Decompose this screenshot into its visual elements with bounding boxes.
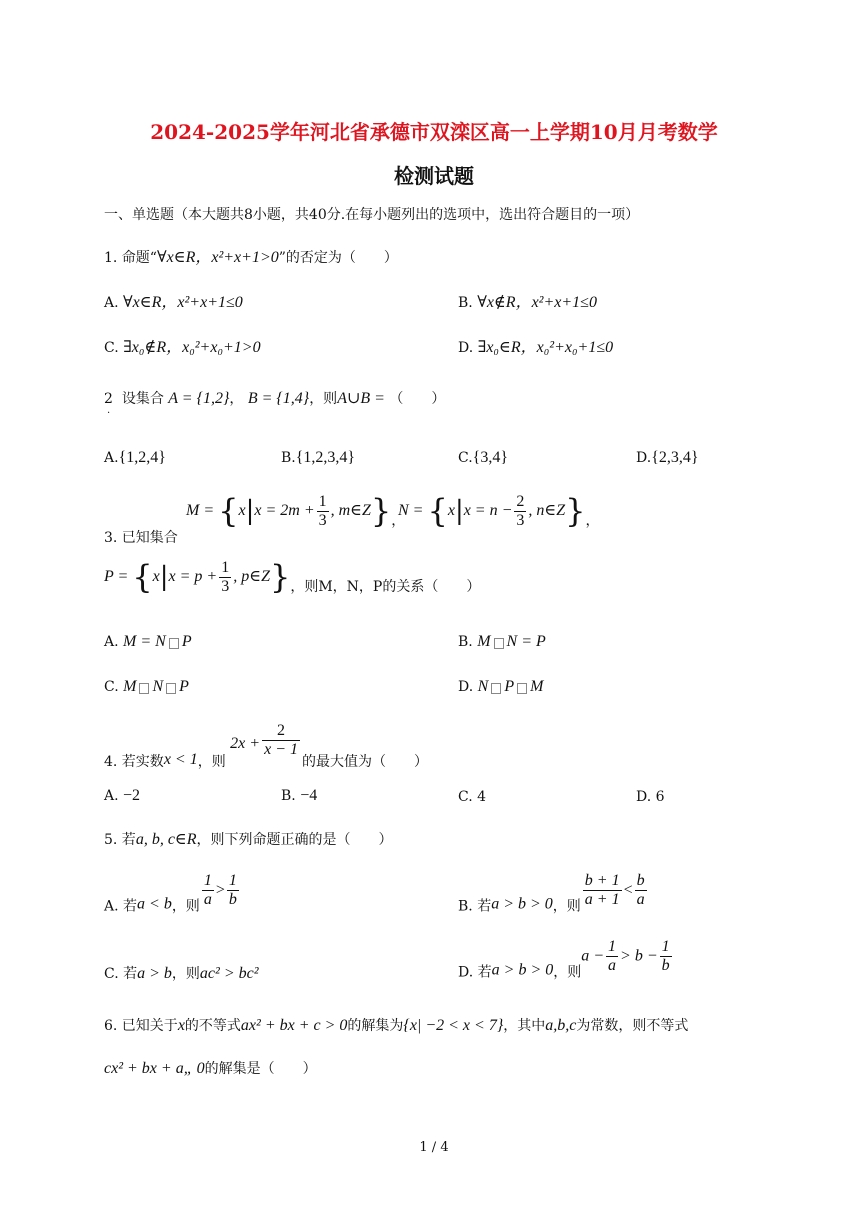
q3-option-a[interactable]: A. M = N P <box>104 633 192 650</box>
q3-option-c[interactable]: C. M N P <box>104 678 189 695</box>
section-heading: 一、单选题（本大题共8小题，共40分.在每小题列出的选项中，选出符合题目的一项） <box>104 207 640 223</box>
question-6: 6. 已知关于x的不等式ax² + bx + c > 0的解集为{x| −2 < x < 7}，其中a,b,c为常数，则不等式 <box>104 1017 689 1034</box>
q5-option-b[interactable]: B. 若a > b > 0，则 $\frac{b + 1}{a + 1}$ < $\frac{b}{a}$ <box>458 872 645 915</box>
q1-option-a[interactable]: A. ∀x∈R，x²+x+1≤0 <box>104 294 243 311</box>
subset-symbol-icon <box>517 683 527 694</box>
q3-set-n: N = {x|x = n − $\frac{2}{3}$ , n∈Z}， <box>398 492 600 530</box>
q2-option-b[interactable]: B.{1,2,3,4} <box>281 449 356 466</box>
document-title: 2024-2025学年河北省承德市双滦区高一上学期10月月考数学 <box>150 120 718 144</box>
q4-option-b[interactable]: B. −4 <box>281 787 318 804</box>
document-subtitle: 检测试题 <box>394 164 474 188</box>
question-5: 5. 若a, b, c∈R，则下列命题正确的是（ ） <box>104 831 393 848</box>
q1-stem-math: ∀x∈R，x²+x+1>0 <box>156 249 279 266</box>
q5-option-a[interactable]: A. 若a < b，则 $\frac{1}{a}$ > $\frac{1}{b}$ <box>104 872 237 915</box>
question-1: 1. 命题“∀x∈R，x²+x+1>0”的否定为（ ） <box>104 249 398 266</box>
question-4: 4. 若实数x < 1，则 2x + $\frac{2}{x - 1}$ 的最大值为（ ） <box>104 722 428 770</box>
q4-option-c[interactable]: C. 4 <box>458 789 487 805</box>
question-3-label: 3. 已知集合 <box>104 530 178 546</box>
q3-option-b[interactable]: B. M N = P <box>458 633 546 650</box>
question-6-line-2: cx² + bx + a„ 0的解集是（ ） <box>104 1060 317 1077</box>
q2-option-c[interactable]: C.{3,4} <box>458 449 509 466</box>
subset-symbol-icon <box>169 638 179 649</box>
q1-option-d[interactable]: D. ∃x₀∈R，x₀²+x₀+1≤0 <box>458 339 614 356</box>
question-2: 2 设集合 A = {1,2}， B = {1,4}，则A∪B = （ ） <box>104 390 446 407</box>
subset-symbol-icon <box>491 683 501 694</box>
q3-set-m: M = {x|x = 2m + $\frac{1}{3}$ , m∈Z}， <box>186 492 406 530</box>
q2-option-d[interactable]: D.{2,3,4} <box>636 449 699 466</box>
q4-option-d[interactable]: D. 6 <box>636 789 665 805</box>
subset-symbol-icon <box>494 638 504 649</box>
q2-dot: . <box>107 405 111 416</box>
q3-set-p: P = {x|x = p + $\frac{1}{3}$ , p∈Z}，则M，N，P的关系（ ） <box>104 558 481 596</box>
q2-option-a[interactable]: A.{1,2,4} <box>104 449 166 466</box>
q3-option-d[interactable]: D. N P M <box>458 678 544 695</box>
q4-option-a[interactable]: A. −2 <box>104 787 141 804</box>
subset-symbol-icon <box>139 683 149 694</box>
q1-option-b[interactable]: B. ∀x∉R，x²+x+1≤0 <box>458 294 597 311</box>
page-number: 1 / 4 <box>419 1140 449 1155</box>
q5-option-d[interactable]: D. 若a > b > 0，则a − $\frac{1}{a}$ > b − $\frac{1}{b}$ <box>458 938 670 981</box>
subset-symbol-icon <box>166 683 176 694</box>
q1-option-c[interactable]: C. ∃x₀∉R，x₀²+x₀+1>0 <box>104 339 261 356</box>
q5-option-c[interactable]: C. 若a > b，则ac² > bc² <box>104 965 259 982</box>
